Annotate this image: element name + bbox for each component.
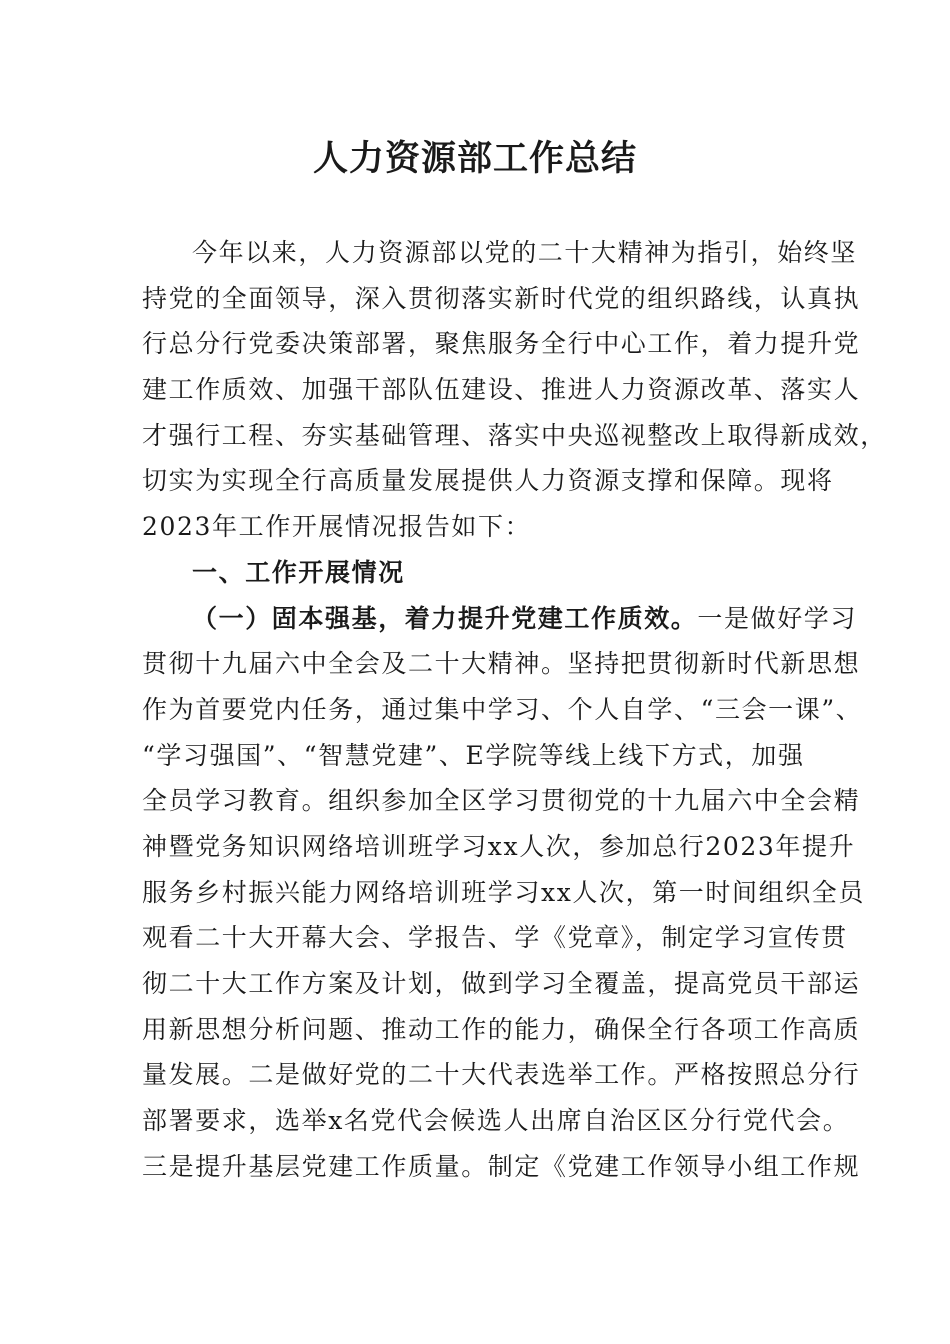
intro-line: 持党的全面领导，深入贯彻落实新时代党的组织路线，认真执 (142, 283, 861, 313)
subsection-heading: （一）固本强基，着力提升党建工作质效。 (192, 603, 698, 633)
intro-line: 建工作质效、加强干部队伍建设、推进人力资源改革、落实人 (142, 375, 861, 405)
intro-line: 切实为实现全行高质量发展提供人力资源支撑和保障。现将 (142, 466, 834, 496)
body-line: 神暨党务知识网络培训班学习xx人次，参加总行2023年提升 (142, 831, 856, 861)
body-line: 部署要求，选举x名党代会候选人出席自治区区分行党代会。 (142, 1106, 850, 1136)
body-line: 三是提升基层党建工作质量。制定《党建工作领导小组工作规 (142, 1151, 861, 1181)
document-title: 人力资源部工作总结 (312, 138, 637, 179)
intro-paragraph (142, 230, 887, 550)
intro-line: 今年以来，人力资源部以党的二十大精神为指引，始终坚 (192, 238, 858, 267)
subsection-first-line (142, 596, 858, 642)
intro-line: 才强行工程、夯实基础管理、落实中央巡视整改上取得新成效， (142, 420, 887, 450)
document-body (142, 230, 887, 1189)
intro-line: 行总分行党委决策部署，聚焦服务全行中心工作，着力提升党 (142, 329, 861, 359)
body-line: “学习强国”、“智慧党建”、E学院等线上线下方式，加强 (142, 740, 805, 770)
body-line: 彻二十大工作方案及计划，做到学习全覆盖，提高党员干部运 (142, 969, 861, 998)
section-heading: 一、工作开展情况 (192, 557, 405, 587)
body-line: 量发展。二是做好党的二十大代表选举工作。严格按照总分行 (142, 1060, 861, 1090)
subsection-paragraph (142, 596, 866, 1190)
body-line: 用新思想分析问题、推动工作的能力，确保全行各项工作高质 (142, 1014, 861, 1044)
intro-line: 2023年工作开展情况报告如下： (142, 512, 532, 542)
body-line: 全员学习教育。组织参加全区学习贯彻党的十九届六中全会精 (142, 786, 861, 816)
body-line: 贯彻十九届六中全会及二十大精神。坚持把贯彻新时代新思想 (142, 649, 861, 679)
body-line: 观看二十大开幕大会、学报告、学《党章》，制定学习宣传贯 (142, 923, 848, 953)
subsection-first-line-text: 一是做好学习 (697, 603, 858, 633)
body-line: 服务乡村振兴能力网络培训班学习xx人次，第一时间组织全员 (142, 877, 866, 907)
body-line: 作为首要党内任务，通过集中学习、个人自学、“三会一课”、 (142, 694, 863, 724)
